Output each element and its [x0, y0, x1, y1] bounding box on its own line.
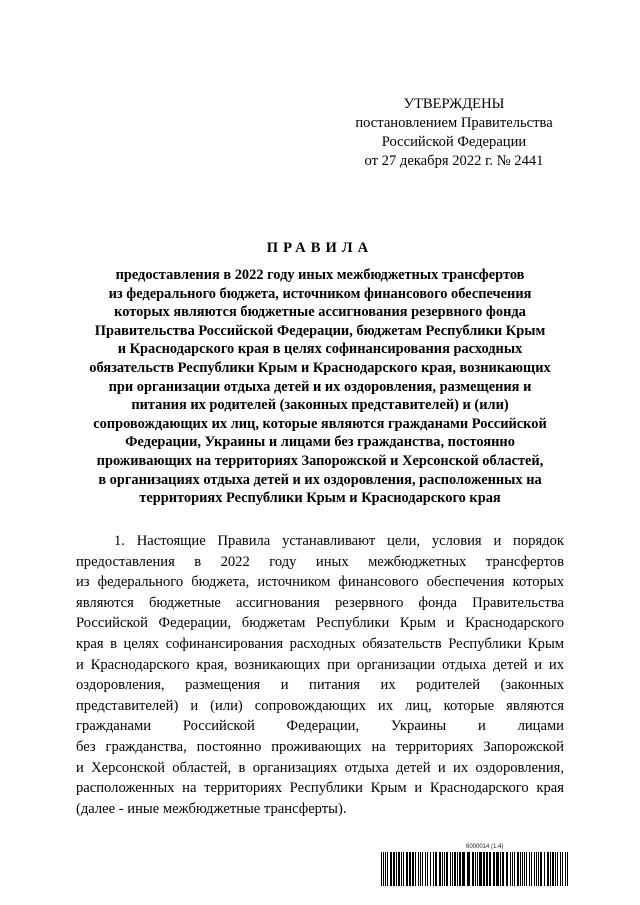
subtitle-line: Правительства Российской Федерации, бюджетам Республики Крым: [94, 322, 546, 339]
body-line: и Херсонской областей, в организациях отдыха детей и их оздоровления,: [76, 759, 564, 776]
subtitle-line: предоставления в 2022 году иных межбюджетных трансфертов: [115, 267, 525, 283]
approval-line: Российской Федерации: [381, 134, 527, 150]
document-title: ПРАВИЛА: [266, 240, 374, 256]
body-line: представителей) и (или) сопровождающих их лиц, которые являются: [76, 697, 564, 714]
body-line: края в целях софинансирования расходных обязательств Республики Крым: [76, 635, 564, 652]
body-line: из федерального бюджета, источником финансового обеспечения которых: [76, 574, 564, 591]
body-line: без гражданства, постоянно проживающих на территориях Запорожской: [76, 738, 564, 755]
body-line: Российской Федерации, бюджетам Республики Крым и Краснодарского: [76, 615, 564, 632]
document-subtitle: [60, 266, 580, 508]
subtitle-line: Федерации, Украины и лицами без гражданства, постоянно: [125, 434, 515, 451]
barcode-image: [381, 852, 569, 886]
body-line: предоставления в 2022 году иных межбюджетных трансфертов: [76, 553, 564, 570]
approval-line: постановлением Правительства: [355, 115, 553, 131]
subtitle-line: при организации отдыха детей и их оздоровления, размещения и: [108, 378, 532, 395]
body-line: расположенных на территориях Республики Крым и Краснодарского края: [76, 780, 564, 797]
subtitle-line: сопровождающих их лиц, которые являются гражданами Российской: [93, 415, 547, 432]
subtitle-line: в организациях отдыха детей и их оздоровления, расположенных на: [98, 471, 542, 488]
barcode-caption: 6000014 (1.4): [466, 844, 504, 850]
body-line: и Краснодарского края, возникающих при организации отдыха детей и их: [76, 656, 564, 673]
body-line: (далее - иные межбюджетные трансферты).: [76, 800, 347, 817]
subtitle-line: которых являются бюджетные ассигнования резервного фонда: [114, 304, 526, 321]
body-line: оздоровления, размещения и питания их родителей (законных: [76, 677, 564, 694]
subtitle-line: питания их родителей (законных представителей) и (или): [131, 397, 509, 414]
approval-stamp: [330, 95, 578, 171]
body-line: гражданами Российской Федерации, Украины и лицами: [76, 718, 564, 735]
subtitle-line: обязательств Республики Крым и Краснодарского края, возникающих: [89, 359, 551, 376]
approval-line: УТВЕРЖДЕНЫ: [403, 96, 505, 112]
subtitle-line: территориях Республики Крым и Краснодарского края: [139, 490, 501, 507]
body-line: являются бюджетные ассигнования резервного фонда Правительства: [76, 594, 564, 611]
paragraph-1: [76, 531, 564, 819]
approval-line: от 27 декабря 2022 г. № 2441: [364, 153, 544, 169]
subtitle-line: из федерального бюджета, источником финансового обеспечения: [108, 285, 532, 302]
body-line: 1. Настоящие Правила устанавливают цели, условия и порядок: [114, 533, 564, 549]
subtitle-line: проживающих на территориях Запорожской и Херсонской областей,: [96, 452, 544, 469]
subtitle-line: и Краснодарского края в целях софинансирования расходных: [117, 341, 523, 358]
